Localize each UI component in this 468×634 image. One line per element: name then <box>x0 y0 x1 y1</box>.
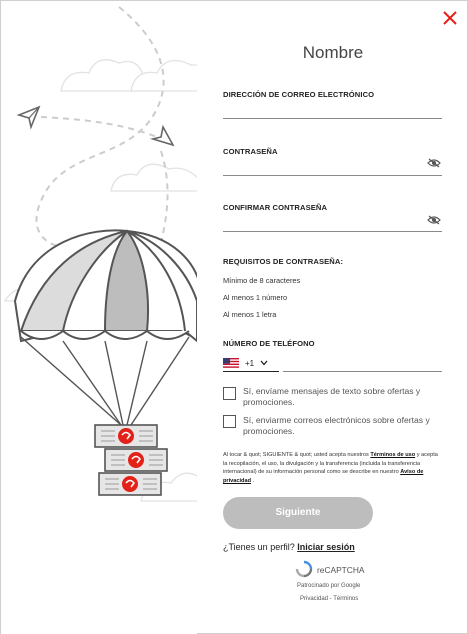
email-opt-in-checkbox[interactable] <box>223 415 236 428</box>
legal-text-part: . <box>250 477 255 484</box>
country-code: +1 <box>245 358 255 368</box>
hide-password-icon[interactable] <box>427 158 441 168</box>
login-link[interactable]: Iniciar sesión <box>297 542 355 552</box>
email-opt-in-label: Sí, enviarme correos electrónicos sobre ofertas y promociones. <box>243 415 430 436</box>
recaptcha-label: reCAPTCHA <box>317 565 365 575</box>
parachute-canopy <box>15 230 197 341</box>
confirm-password-field[interactable] <box>223 231 442 232</box>
us-flag-icon <box>223 358 239 368</box>
signup-form <box>197 1 468 634</box>
paper-plane-icon <box>153 127 173 145</box>
recaptcha-icon <box>295 560 313 578</box>
recaptcha-sponsored: Patrocinado por Google <box>297 583 361 589</box>
requirement-item: Mínimo de 8 caracteres <box>223 276 301 285</box>
country-code-underline <box>223 371 279 372</box>
hide-password-icon[interactable] <box>427 215 441 225</box>
password-label: CONTRASEÑA <box>223 147 278 156</box>
legal-text <box>223 451 443 485</box>
sms-opt-in-checkbox[interactable] <box>223 387 236 400</box>
close-icon[interactable] <box>441 9 459 27</box>
parachute-illustration <box>1 1 197 634</box>
legal-text-part: Al tocar & quot; SIGUIENTE & quot; usted acepta nuestros <box>223 452 371 458</box>
requirement-item: Al menos 1 número <box>223 293 288 302</box>
sms-opt-in-label: Sí, envíame mensajes de texto sobre ofertas y promociones. <box>243 386 421 407</box>
next-button[interactable]: Siguiente <box>223 497 373 529</box>
login-prompt-text: ¿Tienes un perfil? <box>223 542 298 552</box>
form-title: Nombre <box>302 43 364 62</box>
password-requirements-title: REQUISITOS DE CONTRASEÑA: <box>223 257 344 266</box>
privacy-link[interactable]: Aviso de privacidad <box>223 469 424 484</box>
parachute-art <box>1 1 197 634</box>
login-prompt <box>223 542 355 552</box>
phone-number-field[interactable] <box>283 371 442 372</box>
recaptcha-links[interactable]: Privacidad - Términos <box>300 596 359 602</box>
country-code-select[interactable] <box>223 355 283 371</box>
email-field[interactable] <box>223 118 442 119</box>
chevron-down-icon <box>260 360 268 366</box>
email-label: DIRECCIÓN DE CORREO ELECTRÓNICO <box>223 90 375 99</box>
confirm-password-label: CONFIRMAR CONTRASEÑA <box>223 203 328 212</box>
terms-link[interactable]: Términos de uso <box>370 452 416 458</box>
cargo-boxes <box>95 425 167 495</box>
password-field[interactable] <box>223 175 442 176</box>
phone-label: NÚMERO DE TELÉFONO <box>223 339 315 348</box>
requirement-item: Al menos 1 letra <box>223 310 277 319</box>
paper-plane-icon <box>19 107 39 127</box>
legal-text-part: y acepta la recopilación, el uso, la divulgación y la transferencia (incluida la transferencia internacional) de su información personal como se describe en nuestro <box>223 452 438 476</box>
